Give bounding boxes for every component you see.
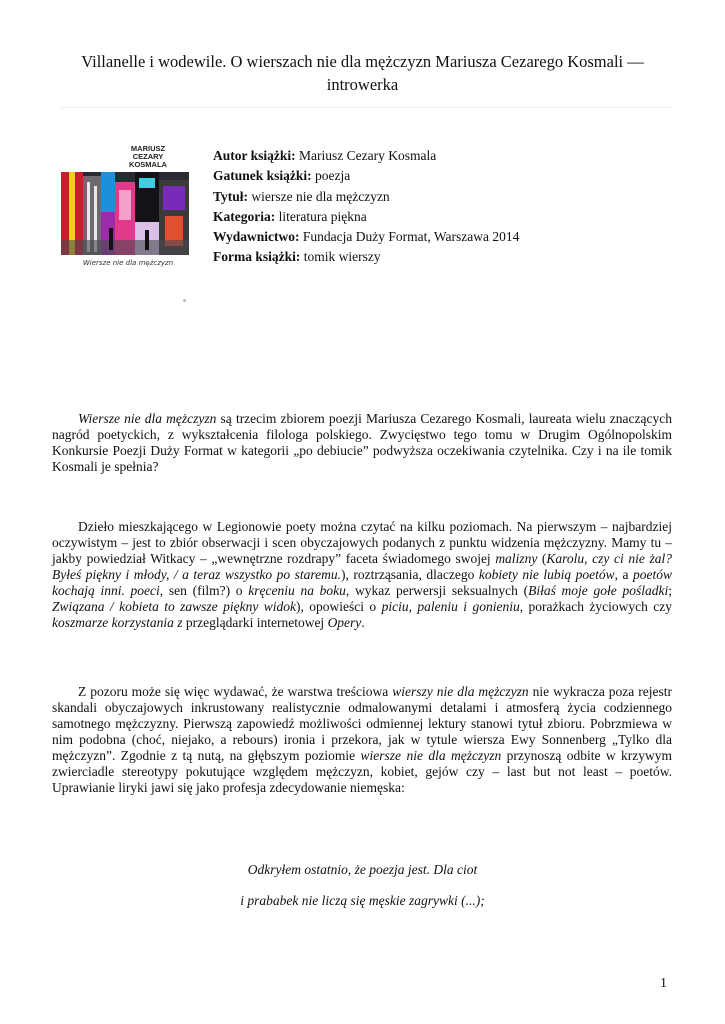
paragraph-text: , sen (film?) o [159,583,249,598]
book-metadata [213,146,653,268]
book-cover-image [60,145,192,275]
metadata-row-author [213,146,653,166]
metadata-value: wiersze nie dla mężczyzn [251,188,390,204]
paragraph-text: nie wykracza poza rejestr skandali obyczajowych inkrustowany realistycznie odmalowanymi detalami i atmosferą życia codziennego samotnego mężczyzny. Pierwszą zapowiedź możliwości odmiennej lektury stanowi tytuł zbioru. Pobrzmiewa w nim podobna (choć, niejako, a rebours) ironia i przekora, jak w tytule wiersza Ewy Sonnenberg „Tylko dla mężczyzn”. Zgodnie z tą nutą, na głębszym poziomie [52,684,672,763]
decorative-dot [183,299,186,302]
metadata-label: Wydawnictwo: [213,229,300,245]
body-paragraph [52,684,672,796]
italic-text: Biłaś moje gołe pośladki [528,583,669,598]
italic-text: kobiety nie lubią poetów [478,567,615,582]
paragraph-text: . [361,615,365,630]
paragraph-text: Dzieło mieszkającego w Legionowie poety można czytać na kilku poziomach. Na pierwszym – najbardziej oczywistym – jest to zbiór obserwacji i scen obyczajowych podanych z punktu widzenia mężczyzny. Mamy tu – jakby powiedział Witkacy – „wewnętrzne rozdrapy” faceta świadomego swojej [52,519,672,566]
paragraph-text: ), roztrząsania, dlaczego [340,567,479,582]
metadata-label: Autor książki: [213,148,296,163]
italic-text: Karolu, czy ci nie żal? Byłeś piękny i młody, / a teraz wszystko po staremu. [52,551,672,582]
quote-line: Odkryłem ostatnio, że poezja jest. Dla ciot [247,862,478,877]
metadata-value: Fundacja Duży Format, Warszawa 2014 [302,229,520,245]
document-title: Villanelle i wodewile. O wierszach nie dla mężczyzn Mariusza Cezarego Kosmali — introwerka [81,52,644,94]
paragraph-text: Z pozoru może się więc wydawać, że warstwa treściowa [78,684,393,699]
cover-author-line: KOSMALA [129,160,167,169]
metadata-row-publisher [213,227,653,247]
cover-subtitle: Wiersze nie dla mężczyzn [82,259,174,267]
paragraph-text: są trzecim zbiorem poezji Mariusza Cezarego Kosmali, laureata wielu znaczących nagród poetyckich, z wykształcenia filologa polskiego. Zwycięstwo tego tomu w Drugim Ogólnopolskim Konkursie Poezji Duży Format w kategorii „po debiucie” podwyższa oczekiwania czytelnika. Czy i na ile tomik Kosmali je spełnia? [52,411,672,474]
title-divider [60,107,672,108]
italic-text: malizny [495,551,538,566]
cover-author-line: MARIUSZ [130,145,166,153]
paragraph-text: , wykaz perwersji seksualnych ( [345,583,529,598]
metadata-label: Gatunek książki: [213,168,312,184]
paragraph-text: ), opowieści o [295,599,382,614]
body-paragraph [52,519,672,631]
metadata-label: Tytuł: [213,188,249,204]
cover-author-name [118,145,178,169]
metadata-label: Kategoria: [213,208,276,224]
page-number: 1 [660,976,667,991]
italic-text: wiersze nie dla mężczyzn [360,748,502,763]
metadata-row-genre [213,166,653,186]
italic-text: Opery [327,615,362,630]
metadata-row-form [213,247,653,267]
italic-text: wierszy nie dla mężczyzn [392,684,529,699]
metadata-value: Mariusz Cezary Kosmala [299,148,437,163]
paragraph-text: , porażkach życiowych czy [519,599,672,614]
paragraph-text: , a [614,567,634,582]
cover-artwork [61,172,189,255]
italic-text: piciu, paleniu i gonieniu [381,599,520,614]
body-paragraph [52,411,672,475]
cover-author-line: CEZARY [132,152,164,161]
metadata-value: tomik wierszy [303,249,381,265]
metadata-row-category [213,207,653,227]
quote-line: i prababek nie liczą się męskie zagrywki (...); [240,893,485,908]
paragraph-text: przynoszą odbite w krzywym zwierciadle stereotypy pokutujące względem mężczyzn, kobiet, gejów czy – last but not least – poetów. Uprawianie liryki jawi się jako profesja zdecydowanie niemęska: [52,748,672,795]
metadata-value: poezja [315,168,351,184]
italic-text: koszmarze korzystania z [52,615,183,630]
italic-text: Wiersze nie dla mężczyzn [78,411,217,426]
paragraph-text: ( [537,551,547,566]
metadata-value: literatura piękna [278,208,367,224]
metadata-label: Forma książki: [213,249,301,265]
paragraph-text: ; [668,583,672,598]
metadata-row-title [213,187,653,207]
italic-text: kręceniu na boku [248,583,346,598]
paragraph-text: przeglądarki internetowej [182,615,328,630]
italic-text: Związana / kobieta to zawsze piękny widok [52,599,296,614]
italic-text: poetów kochają inni. poeci [52,567,673,598]
